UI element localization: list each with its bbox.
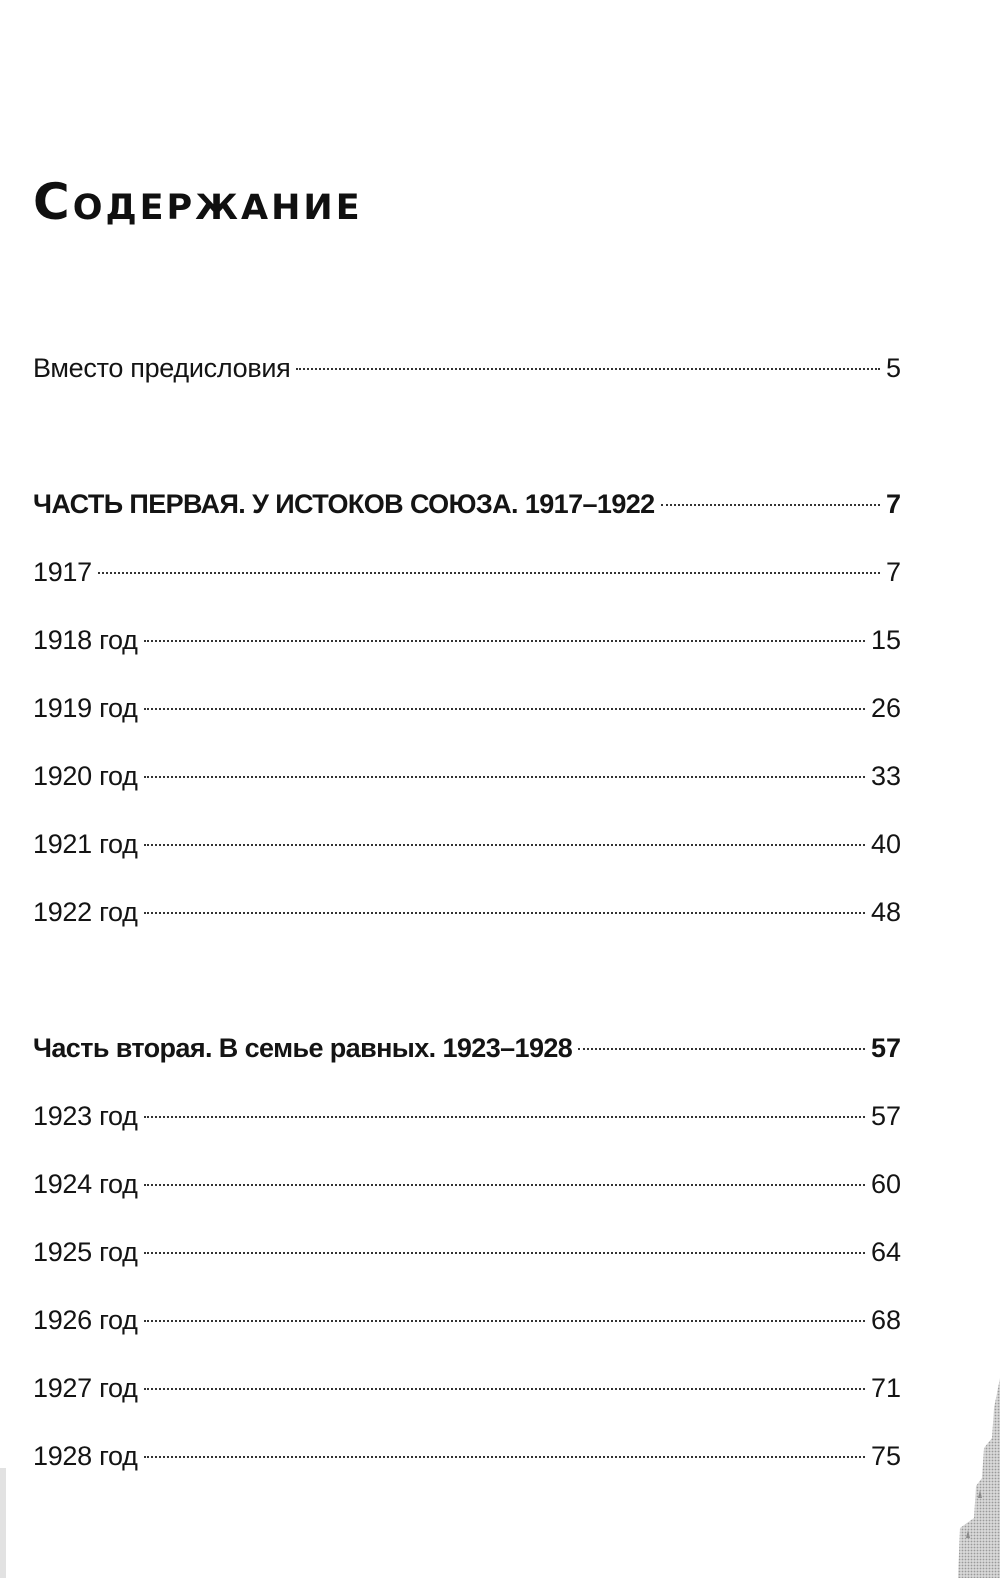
toc-entry-preface[interactable]: [33, 340, 901, 396]
toc-entry-page: 57: [870, 1101, 901, 1131]
toc-entry-part-two[interactable]: [33, 1020, 901, 1076]
toc-entry-label: 1924 год: [33, 1169, 138, 1199]
dot-leader: [144, 1116, 865, 1118]
dot-leader: [296, 368, 879, 370]
toc-entry-page: 15: [870, 625, 901, 655]
toc-entry-page: 71: [870, 1373, 901, 1403]
toc-entry-label: 1928 год: [33, 1441, 138, 1471]
dot-leader: [144, 640, 865, 642]
toc-entry-1924[interactable]: [33, 1156, 901, 1212]
dot-leader: [144, 1456, 865, 1458]
toc-entry-1927[interactable]: [33, 1360, 901, 1416]
page-title: Содержание: [33, 173, 363, 231]
toc-entry-label: 1927 год: [33, 1373, 138, 1403]
toc-entry-1922[interactable]: [33, 884, 901, 940]
toc-entry-page: 64: [870, 1237, 901, 1267]
toc-entry-page: 68: [870, 1305, 901, 1335]
dot-leader: [144, 708, 865, 710]
toc-entry-label: 1922 год: [33, 897, 138, 927]
toc-entry-1925[interactable]: [33, 1224, 901, 1280]
toc-entry-label: 1921 год: [33, 829, 138, 859]
toc-entry-page: 7: [885, 489, 901, 519]
toc-entry-page: 40: [870, 829, 901, 859]
toc-entry-label: 1917: [33, 557, 92, 587]
toc-entry-1920[interactable]: [33, 748, 901, 804]
toc-entry-page: 60: [870, 1169, 901, 1199]
dot-leader: [578, 1048, 865, 1050]
toc-entry-page: 48: [870, 897, 901, 927]
toc-list: [33, 340, 901, 1496]
toc-entry-page: 57: [870, 1033, 901, 1063]
toc-entry-1919[interactable]: [33, 680, 901, 736]
toc-entry-label: ЧАСТЬ ПЕРВАЯ. У ИСТОКОВ СОЮЗА. 1917–1922: [33, 489, 655, 519]
toc-entry-1928[interactable]: [33, 1428, 901, 1484]
dot-leader: [144, 1252, 865, 1254]
toc-entry-page: 75: [870, 1441, 901, 1471]
toc-entry-label: 1918 год: [33, 625, 138, 655]
toc-entry-label: Часть вторая. В семье равных. 1923–1928: [33, 1033, 573, 1063]
toc-entry-label: 1919 год: [33, 693, 138, 723]
toc-entry-1921[interactable]: [33, 816, 901, 872]
toc-entry-1918[interactable]: [33, 612, 901, 668]
toc-entry-part-one[interactable]: [33, 476, 901, 532]
toc-entry-label: 1920 год: [33, 761, 138, 791]
toc-entry-label: 1925 год: [33, 1237, 138, 1267]
toc-entry-label: 1926 год: [33, 1305, 138, 1335]
toc-entry-page: 33: [870, 761, 901, 791]
toc-entry-label: Вместо предисловия: [33, 353, 291, 383]
toc-entry-1923[interactable]: [33, 1088, 901, 1144]
dot-leader: [144, 776, 865, 778]
dot-leader: [98, 572, 880, 574]
dot-leader: [144, 1320, 865, 1322]
dot-leader: [144, 1184, 865, 1186]
toc-entry-1917[interactable]: [33, 544, 901, 600]
toc-entry-page: 26: [870, 693, 901, 723]
edge-shadow-mark: [0, 1428, 14, 1578]
dot-leader: [661, 504, 880, 506]
toc-entry-page: 5: [885, 353, 901, 383]
toc-entry-1926[interactable]: [33, 1292, 901, 1348]
dot-leader: [144, 912, 865, 914]
dot-leader: [144, 1388, 865, 1390]
dot-leader: [144, 844, 865, 846]
tower-illustration: [940, 1378, 1000, 1578]
toc-entry-page: 7: [885, 557, 901, 587]
toc-entry-label: 1923 год: [33, 1101, 138, 1131]
